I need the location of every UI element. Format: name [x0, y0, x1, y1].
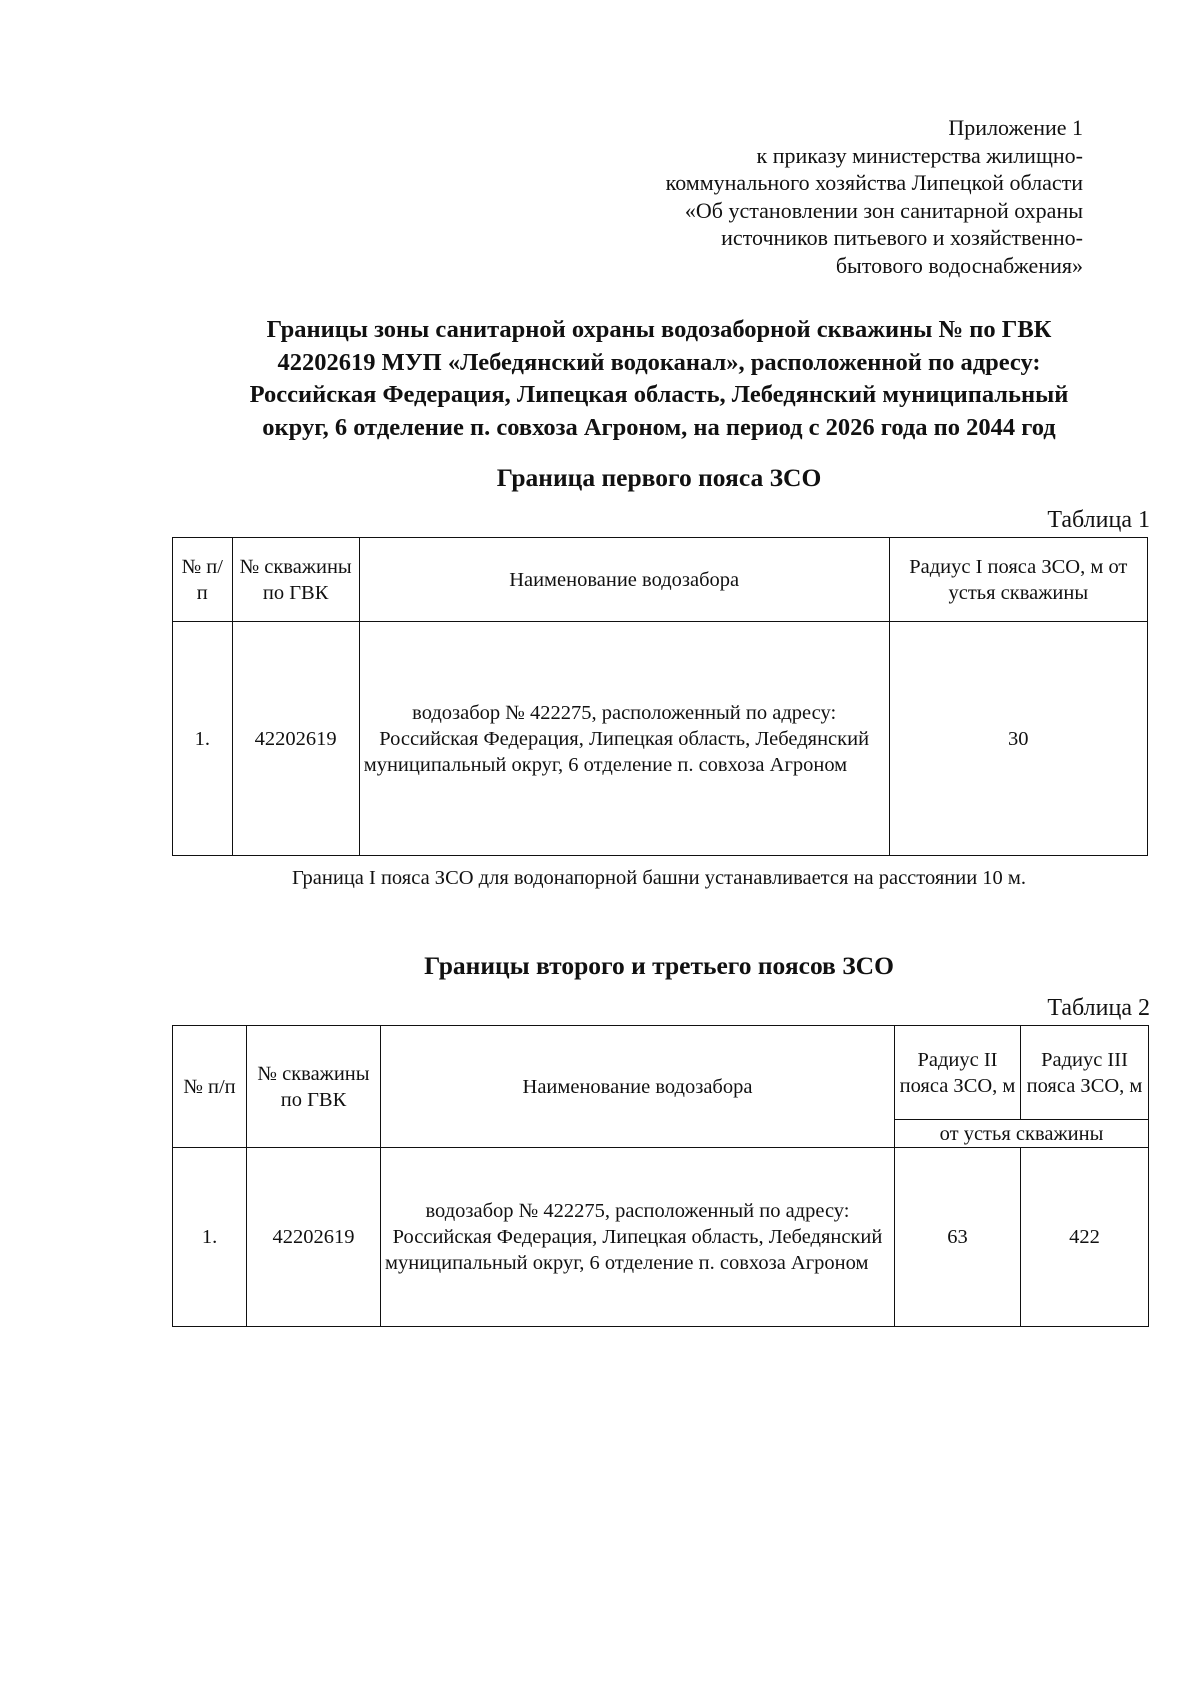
table1 [172, 537, 1148, 856]
table1-caption: Таблица 1 [1047, 507, 1150, 533]
header-name: Наименование водозабора [359, 538, 889, 622]
header-radius: Радиус I пояса ЗСО, м от устья скважины [889, 538, 1147, 622]
appendix-line: «Об установлении зон санитарной охраны [684, 197, 1083, 223]
header-radius2: Радиус II пояса ЗСО, м [895, 1026, 1021, 1120]
table-row [173, 622, 1148, 856]
cell-well: 42202619 [232, 622, 359, 856]
cell-num: 1. [173, 1148, 247, 1327]
appendix-line: источников питьевого и хозяйственно- [721, 225, 1083, 250]
table1-header-row [173, 538, 1148, 622]
header-num: № п/п [173, 538, 233, 622]
appendix-line: к приказу министерства жилищно- [756, 142, 1083, 168]
table2 [172, 1025, 1149, 1327]
header-well: № скважины по ГВК [232, 538, 359, 622]
title-line: округ, 6 отделение п. совхоза Агроном, на период с 2026 года по 2044 год [262, 413, 1056, 441]
section2-title: Границы второго и третьего поясов ЗСО [424, 951, 894, 980]
title-line: Границы зоны санитарной охраны водозаборной скважины № по ГВК [266, 316, 1052, 343]
cell-radius2: 63 [895, 1148, 1021, 1327]
table-row [173, 1148, 1149, 1327]
cell-name: водозабор № 422275, расположенный по адресу: Российская Федерация, Липецкая область, Лебедянский муниципальный округ, 6 отделение п. совхоза Агроном [381, 1148, 895, 1327]
cell-radius: 30 [889, 622, 1147, 856]
appendix-line: бытового водоснабжения» [835, 252, 1083, 278]
appendix-line: коммунального хозяйства Липецкой области [665, 170, 1083, 195]
header-radius3: Радиус III пояса ЗСО, м [1021, 1026, 1149, 1120]
cell-name: водозабор № 422275, расположенный по адресу: Российская Федерация, Липецкая область, Лебедянский муниципальный округ, 6 отделение п. совхоза Агроном [359, 622, 889, 856]
appendix-line: Приложение 1 [948, 115, 1083, 140]
cell-radius3: 422 [1021, 1148, 1149, 1327]
header-well: № скважины по ГВК [247, 1026, 381, 1148]
appendix-block [666, 114, 1083, 279]
document-title [160, 314, 1158, 444]
table2-header-row [173, 1026, 1149, 1120]
header-name: Наименование водозабора [381, 1026, 895, 1148]
table1-note: Граница I пояса ЗСО для водонапорной башни устанавливается на расстоянии 10 м. [291, 867, 1027, 889]
cell-well: 42202619 [247, 1148, 381, 1327]
header-from-wellhead: от устья скважины [895, 1120, 1149, 1148]
title-line: 42202619 МУП «Лебедянский водоканал», расположенной по адресу: [277, 348, 1041, 376]
section1-title: Граница первого пояса ЗСО [496, 463, 822, 492]
table2-caption: Таблица 2 [1047, 995, 1150, 1021]
title-line: Российская Федерация, Липецкая область, Лебедянский муниципальный [249, 381, 1069, 408]
cell-num: 1. [173, 622, 233, 856]
header-num: № п/п [173, 1026, 247, 1148]
